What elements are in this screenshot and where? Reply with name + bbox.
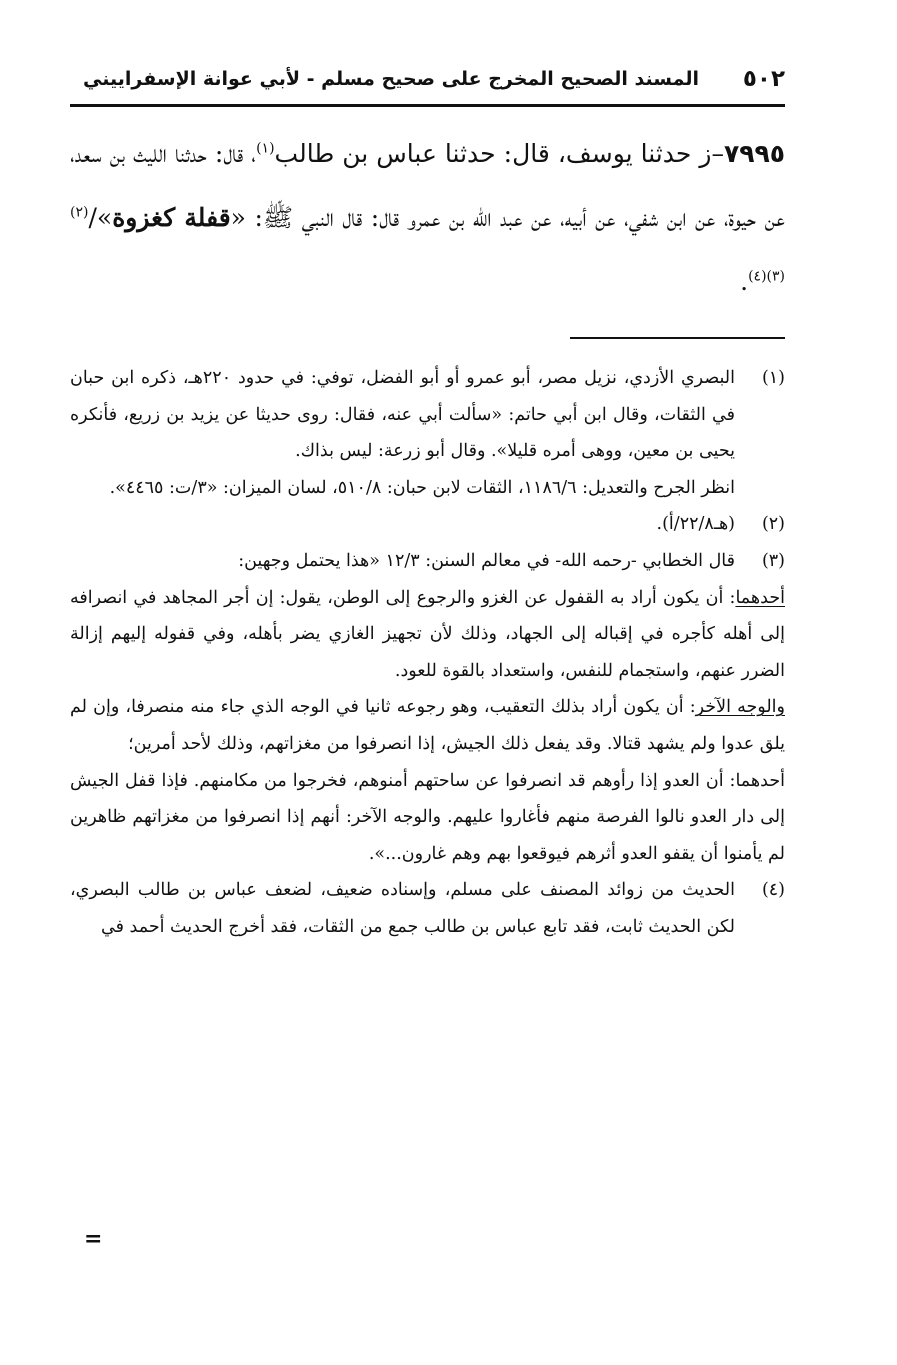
running-title: المسند الصحيح المخرج على صحيح مسلم - لأبي عوانة الإسفراييني [83,68,699,90]
header-rule [70,104,785,107]
footnote-3 [70,543,785,872]
hadith-text [70,122,785,314]
footnote-label: والوجه الآخر [695,697,785,718]
footnote-paragraph [70,580,785,690]
hadith-matn: قفلة كغزوة [112,203,231,232]
footnote-marker: (٢) [761,514,785,535]
footnote-text: قال الخطابي -رحمه الله- في معالم السنن: ١٢/٣ «هذا يحتمل وجهين: [238,550,735,571]
page-number: ٥٠٢ [742,66,785,92]
footnote-4 [70,872,785,945]
footnote-1 [70,360,785,506]
hadith-isnad-start: –ز حدثنا يوسف، قال: حدثنا عباس بن طالب [274,139,724,168]
footnote-text: انظر الجرح والتعديل: ١١٨٦/٦، الثقات لابن حبان: ٥١٠/٨، لسان الميزان: «٣/ت: ٤٤٦٥». [109,477,735,498]
footnote-2 [70,506,785,543]
page-header [70,66,785,102]
footnote-text: أحدهما: أن العدو إذا رأوهم قد انصرفوا عن ساحتهم أمنوهم، فخرجوا من مكامنهم. فإذا قفل الجيش إلى دار العدو نالوا الفرصة منهم فأغاروا عليهم. والوجه الآخر: أنهم إذا انصرفوا من مغزاتهم ظاهرين لم يأمنوا أن يقفو العدو أثرهم فيوقعوا بهم وهم غارون...». [70,770,785,864]
footnote-text: : أن يكون أراد بذلك التعقيب، وهو رجوعه ثانيا في الوجه الذي جاء منه منصرفا، وإن لم يلق عدوا ولم يشهد قتالا. وقد يفعل ذلك الجيش، إذا انصرفوا من مغزاتهم، وذلك لأحد أمرين؛ [70,697,785,754]
hadith-isnad: ، قال: حدثنا الليث بن سعد، عن حيوة، عن ابن شفي، عن أبيه، عن عبد الله بن عمرو قال: قال النبي ﷺ: « [70,139,785,232]
hadith-end: . [740,267,749,296]
footnote-marker: (٤) [761,880,785,901]
footnote-label: أحدهما [735,587,785,608]
continuation-mark: = [84,1226,103,1252]
footnote-text: الحديث من زوائد المصنف على مسلم، وإسناده ضعيف، لضعف عباس بن طالب البصري، لكن الحديث ثابت، فقد تابع عباس بن طالب جمع من الثقات، فقد أخرج الحديث أحمد في [70,880,735,937]
footnote-ref: (١) [256,140,275,157]
footnote-refs: (٢)(٣)(٤) [70,204,785,285]
footnotes [70,360,785,946]
footnote-paragraph [70,689,785,762]
footnote-text: (هـ٢٢/٨/أ). [656,514,735,535]
footnote-text: البصري الأزدي، نزيل مصر، أبو عمرو أو أبو الفضل، توفي: في حدود ٢٢٠هـ، ذكره ابن حبان في الثقات، وقال ابن أبي حاتم: «سألت أبي عنه، فقال: روى حديثا عن يزيد بن زريع، فأنكره يحيى بن معين، ووهى أمره قليلا». وقال أبو زرعة: ليس بذاك. [70,368,735,462]
footnote-text: : أن يكون أراد به القفول عن الغزو والرجوع إلى الوطن، يقول: إن أجر المجاهد في انصرافه إلى أهله كأجره في إقباله إلى الجهاد، وذلك لأن تجهيز الغازي يضر بأهله، وفي قفوله إليهم إزالة الضرر عنهم، واستجمام للنفس، واستعداد بالقوة للعود. [70,587,785,681]
hadith-close: »/ [88,203,113,232]
footnote-marker: (١) [761,368,785,388]
footnote-marker: (٣) [761,550,785,571]
hadith-number: ٧٩٩٥ [723,139,786,168]
footnote-separator [570,337,785,339]
